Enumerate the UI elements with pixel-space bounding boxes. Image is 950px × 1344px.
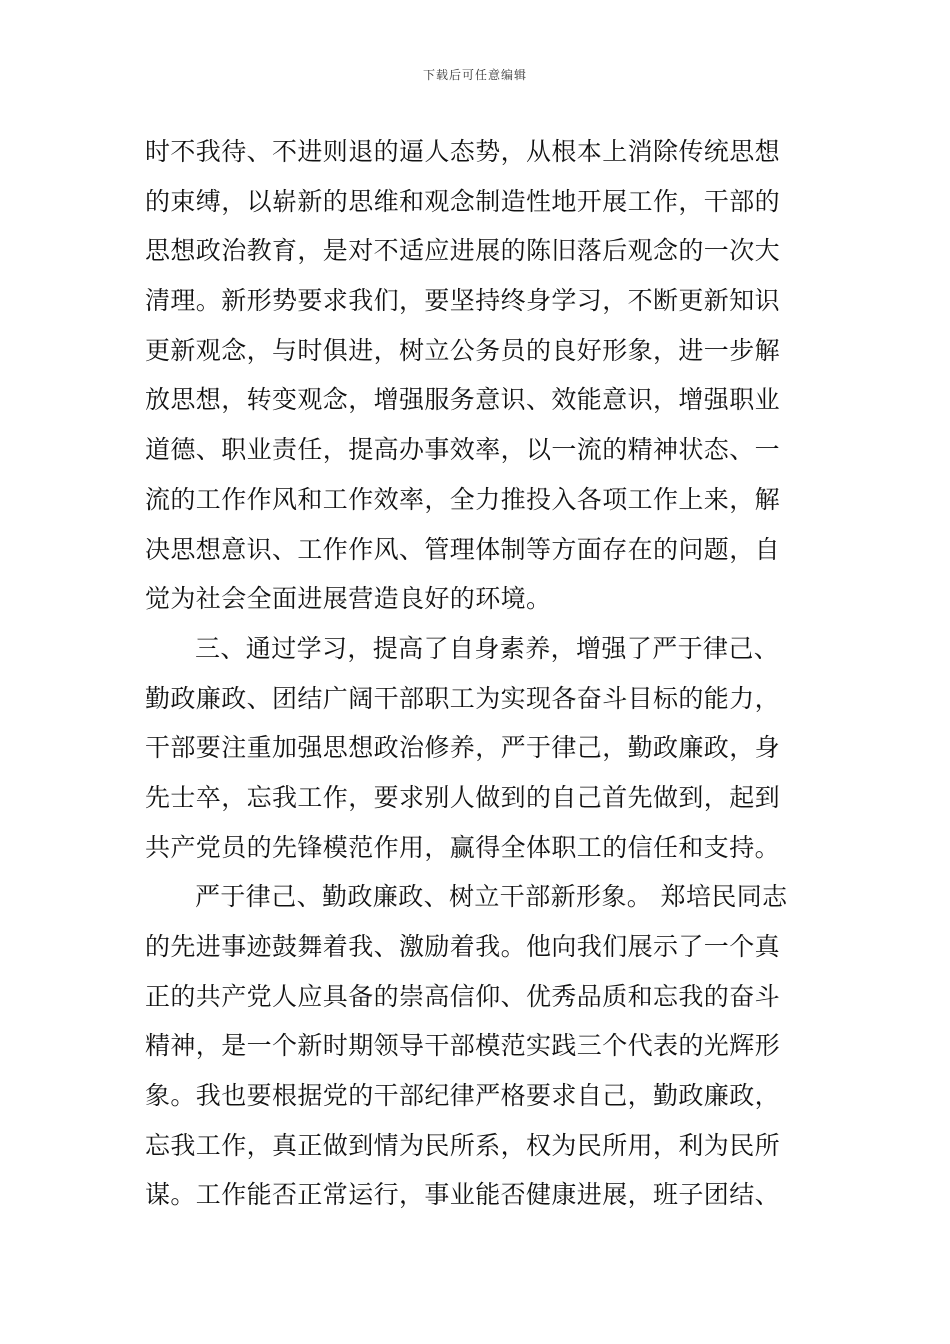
text-line: 流的工作作风和工作效率，全力推投入各项工作上来，解 xyxy=(145,484,781,514)
text-line: 决思想意识、工作作风、管理体制等方面存在的问题，自 xyxy=(145,534,781,564)
text-line: 的先进事迹鼓舞着我、激励着我。他向我们展示了一个真 xyxy=(145,932,781,961)
page-header-note: 下载后可任意编辑 xyxy=(422,68,527,82)
paragraph-start-line: 三、通过学习，提高了自身素养，增强了严于律己、 xyxy=(195,633,780,663)
body-text xyxy=(145,127,805,1220)
paragraph-start-line: 严于律己、勤政廉政、树立干部新形象。 郑培民同志 xyxy=(195,882,788,912)
text-line: 更新观念，与时俱进，树立公务员的良好形象，进一步解 xyxy=(145,335,781,365)
text-line: 道德、职业责任，提高办事效率，以一流的精神状态、一 xyxy=(145,435,781,465)
text-line: 勤政廉政、团结广阔干部职工为实现各奋斗目标的能力， xyxy=(145,683,781,713)
text-line: 干部要注重加强思想政治修养，严于律己，勤政廉政，身 xyxy=(145,733,781,763)
text-line: 精神，是一个新时期领导干部模范实践三个代表的光辉形 xyxy=(145,1031,781,1061)
text-line: 清理。新形势要求我们，要坚持终身学习，不断更新知识 xyxy=(145,286,781,316)
text-line: 思想政治教育，是对不适应进展的陈旧落后观念的一次大 xyxy=(145,236,781,266)
text-line: 共产党员的先锋模范作用，赢得全体职工的信任和支持。 xyxy=(145,832,781,862)
text-line: 正的共产党人应具备的崇高信仰、优秀品质和忘我的奋斗 xyxy=(145,981,781,1011)
text-line: 觉为社会全面进展营造良好的环境。 xyxy=(145,584,552,614)
text-line: 放思想，转变观念，增强服务意识、效能意识，增强职业 xyxy=(145,385,781,415)
text-line: 谋。工作能否正常运行，事业能否健康进展，班子团结、 xyxy=(145,1180,781,1210)
text-line: 时不我待、不进则退的逼人态势，从根本上消除传统思想 xyxy=(145,137,781,166)
text-line: 的束缚，以崭新的思维和观念制造性地开展工作，干部的 xyxy=(145,186,781,216)
text-line: 忘我工作，真正做到情为民所系，权为民所用，利为民所 xyxy=(145,1130,781,1160)
text-line: 先士卒，忘我工作，要求别人做到的自己首先做到，起到 xyxy=(145,782,781,812)
text-line: 象。我也要根据党的干部纪律严格要求自己，勤政廉政， xyxy=(145,1081,781,1111)
